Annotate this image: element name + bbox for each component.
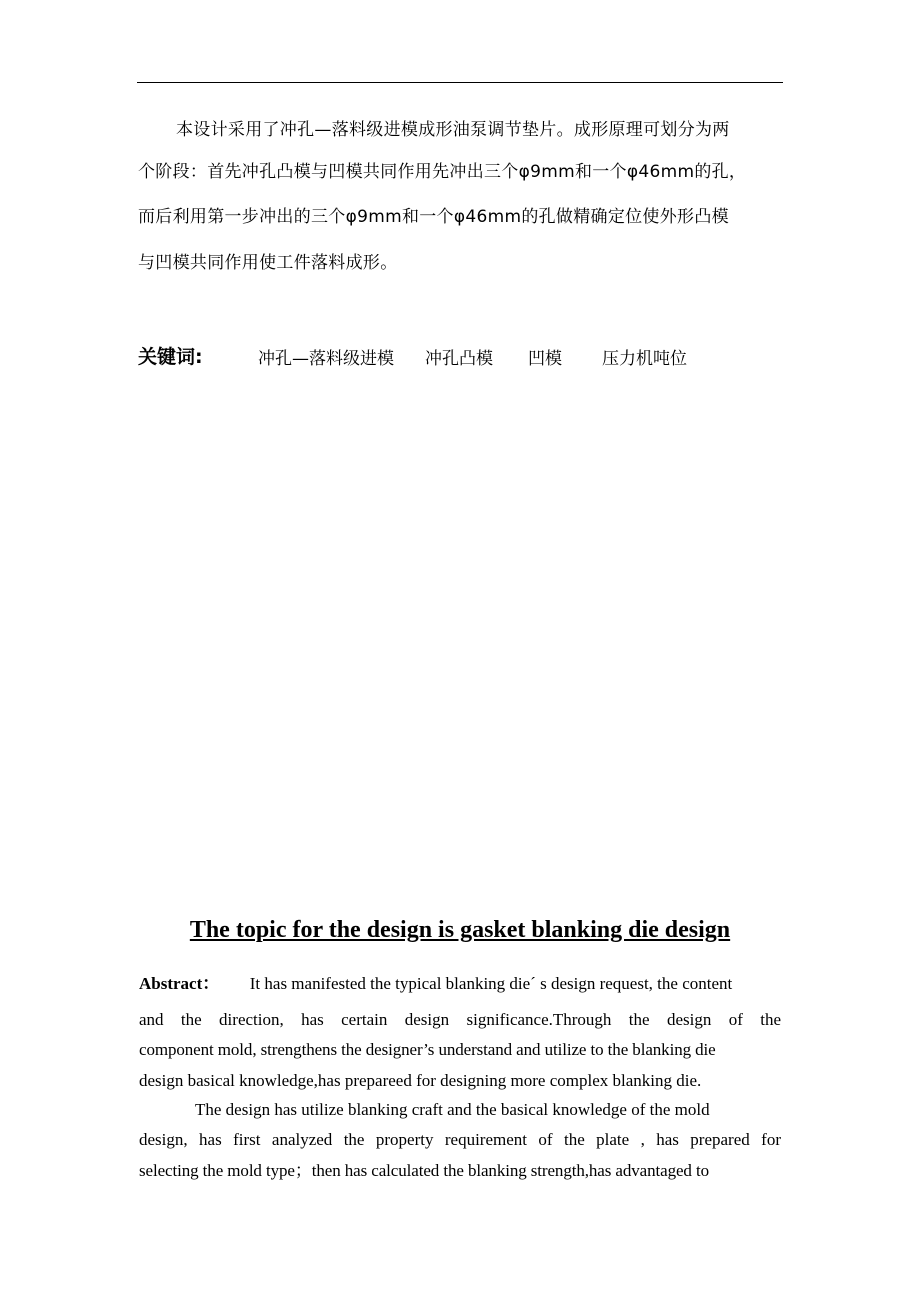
keyword-item: 冲孔—落料级进模 [258,349,394,369]
english-abstract-line-2: and the direction, has certain design significance.Through the design of the [139,1010,781,1029]
english-paragraph2-line-2: design, has first analyzed the property requirement of the plate , has prepared for [139,1130,781,1149]
chinese-abstract-line-4: 与凹模共同作用使工件落料成形。 [138,253,398,273]
english-abstract-line-3: component mold, strengthens the designer’s understand and utilize to the blanking die [139,1040,716,1059]
english-abstract-text: It has manifested the typical blanking dieˊ s design request, the content [249,974,733,993]
chinese-abstract-line-2: 个阶段：首先冲孔凸模与凹模共同作用先冲出三个φ9mm和一个φ46mm的孔， [138,162,747,182]
keywords-label: 关键词: [138,346,203,368]
keyword-item: 冲孔凸模 [425,349,493,369]
english-title: The topic for the design is gasket blanking die design [189,917,731,943]
chinese-abstract-line-1: 本设计采用了冲孔—落料级进模成形油泵调节垫片。成形原理可划分为两 [176,120,730,140]
chinese-abstract-line-3: 而后利用第一步冲出的三个φ9mm和一个φ46mm的孔做精确定位使外形凸模 [138,207,729,227]
english-abstract-line-4: design basical knowledge,has prepareed for designing more complex blanking die. [139,1071,702,1090]
english-paragraph2-line-3: selecting the mold type；then has calculated the blanking strength,has advantaged to [139,1161,709,1180]
english-abstract-line-1 [139,974,781,994]
header-rule [137,82,783,83]
keyword-item: 压力机吨位 [602,349,687,369]
english-paragraph2-line-1: The design has utilize blanking craft and the basical knowledge of the mold [195,1100,710,1119]
abstract-label: Abstract： [139,974,220,993]
keyword-item: 凹模 [528,349,562,369]
